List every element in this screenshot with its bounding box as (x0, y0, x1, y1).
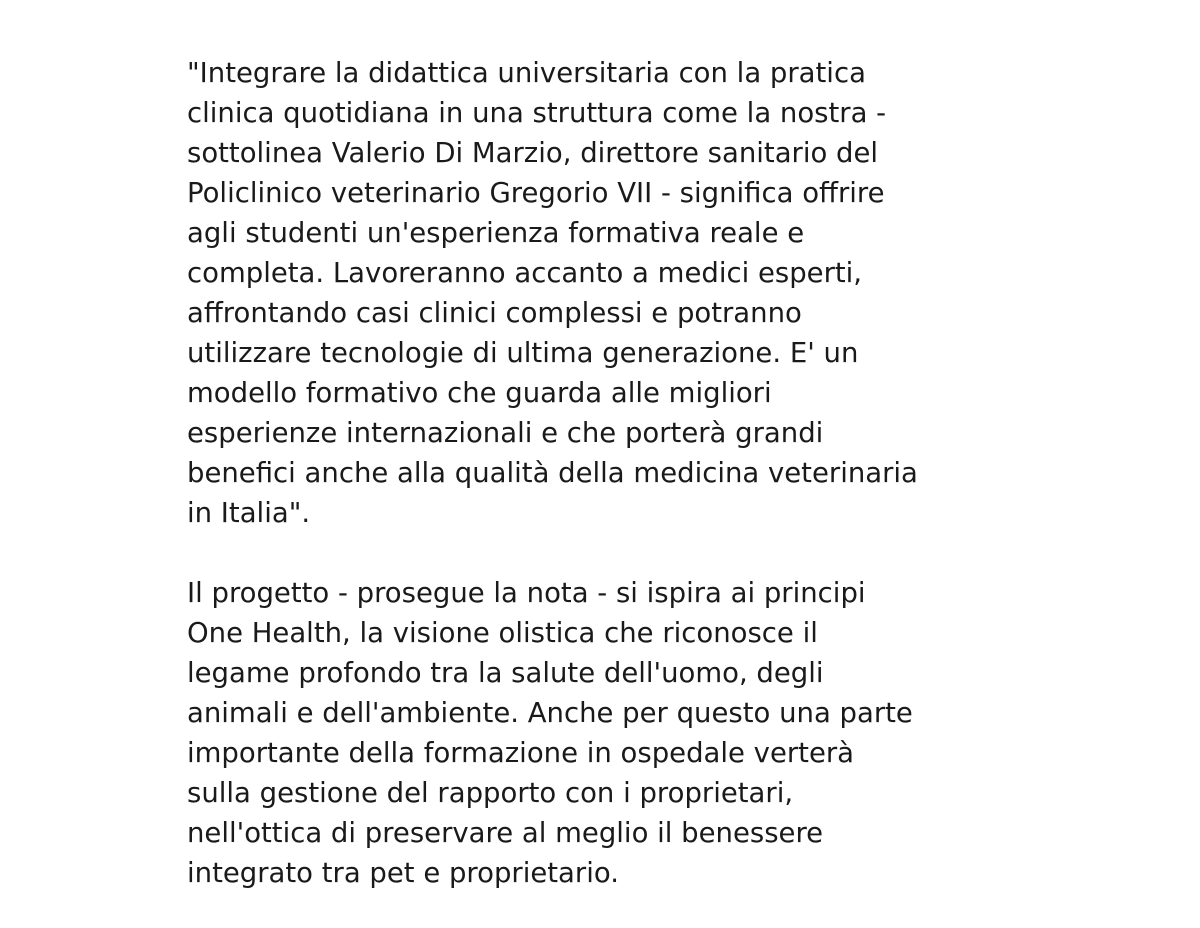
text-line: clinica quotidiana in una struttura come la nostra - (187, 97, 887, 129)
quote-paragraph (187, 53, 987, 533)
text-line: utilizzare tecnologie di ultima generazione. E' un (187, 337, 859, 369)
text-line: completa. Lavoreranno accanto a medici esperti, (187, 257, 863, 289)
text-line: integrato tra pet e proprietario. (187, 857, 619, 889)
text-line: sulla gestione del rapporto con i proprietari, (187, 777, 794, 809)
text-line: affrontando casi clinici complessi e potranno (187, 297, 802, 329)
text-line: One Health, la visione olistica che riconosce il (187, 617, 818, 649)
article-body (187, 53, 987, 893)
text-line: esperienze internazionali e che porterà grandi (187, 417, 824, 449)
text-line: benefici anche alla qualità della medicina veterinaria (187, 457, 918, 489)
text-line: agli studenti un'esperienza formativa reale e (187, 217, 805, 249)
text-line: importante della formazione in ospedale verterà (187, 737, 855, 769)
text-line: animali e dell'ambiente. Anche per questo una parte (187, 697, 913, 729)
text-line: Policlinico veterinario Gregorio VII - significa offrire (187, 177, 885, 209)
text-line: "Integrare la didattica universitaria con la pratica (187, 57, 866, 89)
text-line: Il progetto - prosegue la nota - si ispira ai principi (187, 577, 866, 609)
body-paragraph (187, 573, 987, 893)
text-line: in Italia". (187, 497, 311, 529)
text-line: legame profondo tra la salute dell'uomo, degli (187, 657, 824, 689)
text-line: modello formativo che guarda alle migliori (187, 377, 772, 409)
text-line: nell'ottica di preservare al meglio il benessere (187, 817, 824, 849)
text-line: sottolinea Valerio Di Marzio, direttore sanitario del (187, 137, 879, 169)
